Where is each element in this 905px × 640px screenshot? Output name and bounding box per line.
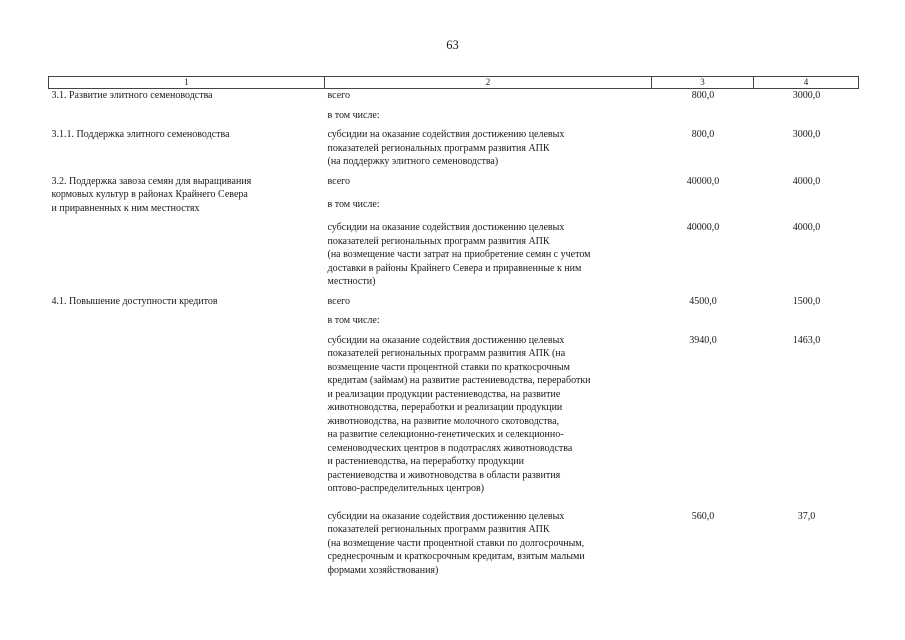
row-title — [49, 109, 325, 123]
row-value-col3: 800,0 — [691, 129, 715, 140]
table-row — [49, 221, 859, 289]
table-row — [49, 89, 859, 103]
row-value-col4: 37,0 — [797, 510, 816, 522]
row-value-col4 — [754, 198, 859, 215]
row-value-col4: 4000,0 — [792, 222, 821, 233]
column-header-3: 3 — [652, 77, 754, 89]
row-title: 3.1. Развитие элитного семеноводства — [51, 90, 213, 101]
row-value-col3 — [652, 314, 754, 328]
row-value-col4 — [754, 314, 859, 328]
row-value-col3: 800,0 — [691, 90, 715, 101]
row-value-col3 — [652, 198, 754, 215]
table-row — [49, 175, 859, 192]
row-spacer — [49, 496, 859, 510]
budget-table — [48, 76, 859, 577]
row-title: 4.1. Повышение доступности кредитов — [51, 295, 218, 307]
row-value-col3: 40000,0 — [686, 175, 720, 187]
table-row — [49, 334, 859, 496]
row-title — [49, 334, 325, 496]
row-value-col4 — [754, 109, 859, 123]
row-title: 3.1.1. Поддержка элитного семеноводства — [51, 129, 230, 140]
column-header-4: 4 — [754, 77, 859, 89]
row-title — [49, 221, 325, 289]
row-value-col4: 4000,0 — [792, 175, 821, 187]
row-value-col4: 3000,0 — [792, 90, 821, 101]
row-description: субсидии на оказание содействия достижению целевых показателей региональных программ развития АПК (на поддержку элитного семеноводства) — [327, 129, 565, 167]
row-description: в том числе: — [327, 109, 380, 121]
row-description: субсидии на оказание содействия достижению целевых показателей региональных программ развития АПК (на возмещение части процентной ставки по долгосрочным, среднесрочным и краткосрочным кредитам, взятым малыми формами хозяйствования) — [327, 510, 585, 576]
row-description: всего — [327, 90, 351, 101]
row-title: 3.2. Поддержка завоза семян для выращивания кормовых культур в районах Крайнего Севера и приравненных к ним местностях — [51, 175, 252, 214]
row-value-col3: 560,0 — [691, 510, 715, 522]
row-value-col4: 1500,0 — [792, 295, 821, 307]
row-description: субсидии на оказание содействия достижению целевых показателей региональных программ развития АПК (на возмещение части процентной ставки по краткосрочным кредитам (займам) на развитие растениеводства, переработки и реализации продукции растениеводства, на развитие животноводства, переработки и реализации продукции животноводства, на развитие молочного скотоводства, на развитие селекционно-генетических и селекционно- семеноводческих центров в подотраслях животноводства и растениеводства, на переработку продукции растениеводства и животноводства в области развития оптово-распределительных центров) — [327, 334, 591, 494]
column-header-2: 2 — [325, 77, 652, 89]
table-row — [49, 128, 859, 169]
row-title — [49, 510, 325, 578]
row-description: в том числе: — [327, 315, 380, 326]
table-row — [49, 510, 859, 578]
table-row — [49, 314, 859, 328]
row-title — [49, 314, 325, 328]
column-header-1: 1 — [49, 77, 325, 89]
row-value-col3: 4500,0 — [689, 295, 717, 307]
row-description: всего — [327, 295, 351, 307]
row-value-col3 — [652, 109, 754, 123]
page-number: 63 — [446, 38, 459, 52]
table-header — [49, 77, 859, 89]
table-row — [49, 109, 859, 123]
row-value-col3: 3940,0 — [689, 334, 717, 346]
row-description: субсидии на оказание содействия достижению целевых показателей региональных программ развития АПК (на возмещение части затрат на приобретение семян с учетом доставки в районы Крайнего Севера и приравненные к ним местности) — [327, 222, 591, 287]
table-row — [49, 295, 859, 309]
row-description: в том числе: — [327, 198, 380, 210]
row-description: всего — [327, 175, 351, 187]
row-value-col3: 40000,0 — [686, 222, 720, 233]
row-value-col4: 3000,0 — [792, 129, 821, 140]
row-value-col4: 1463,0 — [792, 334, 821, 346]
